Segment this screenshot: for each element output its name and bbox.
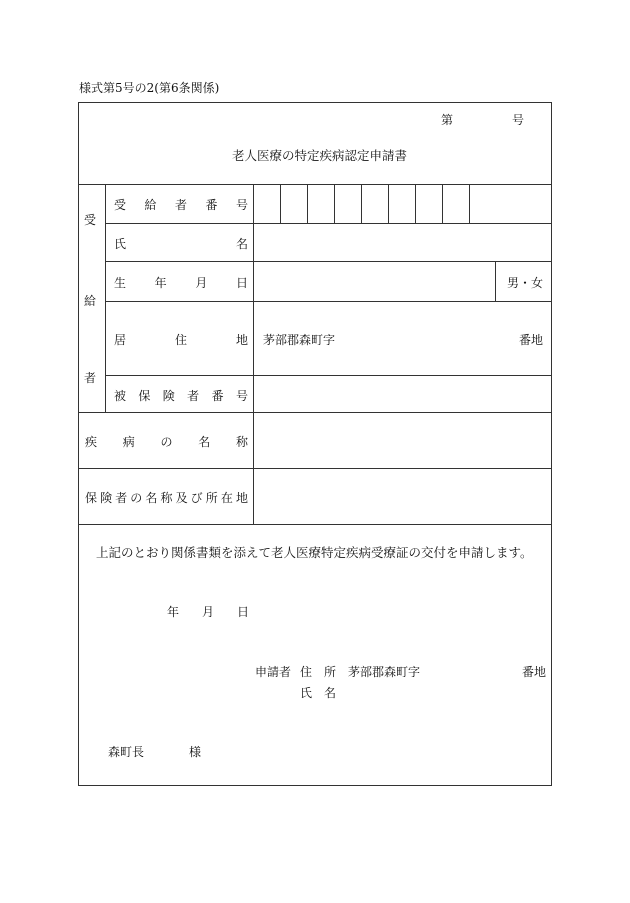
row-line-6 bbox=[78, 468, 552, 469]
digit-box-line bbox=[388, 184, 389, 223]
label-birthdate: 生 年 月 日 bbox=[114, 276, 248, 290]
group-divider bbox=[105, 184, 106, 412]
application-statement: 上記のとおり関係書類を添えて老人医療特定疾病受療証の交付を申請します。 bbox=[96, 545, 533, 560]
digit-box-line bbox=[442, 184, 443, 223]
date-year: 年 bbox=[167, 605, 180, 619]
label-divider bbox=[253, 184, 254, 524]
residence-suffix: 番地 bbox=[519, 333, 544, 347]
form-title: 老人医療の特定疾病認定申請書 bbox=[232, 148, 408, 163]
label-name: 氏 名 bbox=[114, 237, 248, 251]
addressee-honorific: 様 bbox=[189, 745, 202, 759]
row-line-7 bbox=[78, 524, 552, 525]
date-day: 日 bbox=[237, 605, 250, 619]
applicant-address-prefix: 茅部郡森町字 bbox=[348, 665, 421, 679]
row-line-1 bbox=[105, 223, 552, 224]
number-suffix: 号 bbox=[512, 113, 525, 127]
date-month: 月 bbox=[202, 605, 215, 619]
header-divider bbox=[78, 184, 552, 185]
label-disease-name: 疾 病 の 名 称 bbox=[85, 435, 248, 449]
digit-box-line bbox=[469, 184, 470, 223]
addressee: 森町長 bbox=[108, 745, 145, 759]
label-insurer: 保 険 者 の 名 称 及 び 所 在 地 bbox=[85, 491, 248, 505]
applicant-address-label: 住 所 bbox=[300, 665, 337, 679]
applicant-address-suffix: 番地 bbox=[522, 665, 547, 679]
row-line-4 bbox=[105, 375, 552, 376]
label-insured-number: 被 保 険 者 番 号 bbox=[114, 389, 248, 403]
digit-box-line bbox=[415, 184, 416, 223]
digit-box-line bbox=[280, 184, 281, 223]
digit-box-line bbox=[361, 184, 362, 223]
number-prefix: 第 bbox=[441, 113, 454, 127]
digit-box-line bbox=[334, 184, 335, 223]
gender-choice: 男・女 bbox=[507, 276, 544, 290]
applicant-name-label: 氏 名 bbox=[300, 686, 337, 700]
row-line-3 bbox=[105, 301, 552, 302]
group-label-char: 給 bbox=[84, 294, 97, 308]
row-line-5 bbox=[78, 412, 552, 413]
digit-box-line bbox=[307, 184, 308, 223]
label-residence: 居 住 地 bbox=[114, 333, 248, 347]
gender-divider bbox=[495, 261, 496, 301]
label-recipient-number: 受 給 者 番 号 bbox=[114, 198, 248, 212]
group-label-char: 者 bbox=[84, 371, 97, 385]
residence-prefix: 茅部郡森町字 bbox=[263, 333, 336, 347]
group-label-char: 受 bbox=[84, 213, 97, 227]
form-number: 様式第5号の2(第6条関係) bbox=[79, 81, 220, 95]
applicant-label: 申請者 bbox=[255, 665, 292, 679]
row-line-2 bbox=[105, 261, 552, 262]
